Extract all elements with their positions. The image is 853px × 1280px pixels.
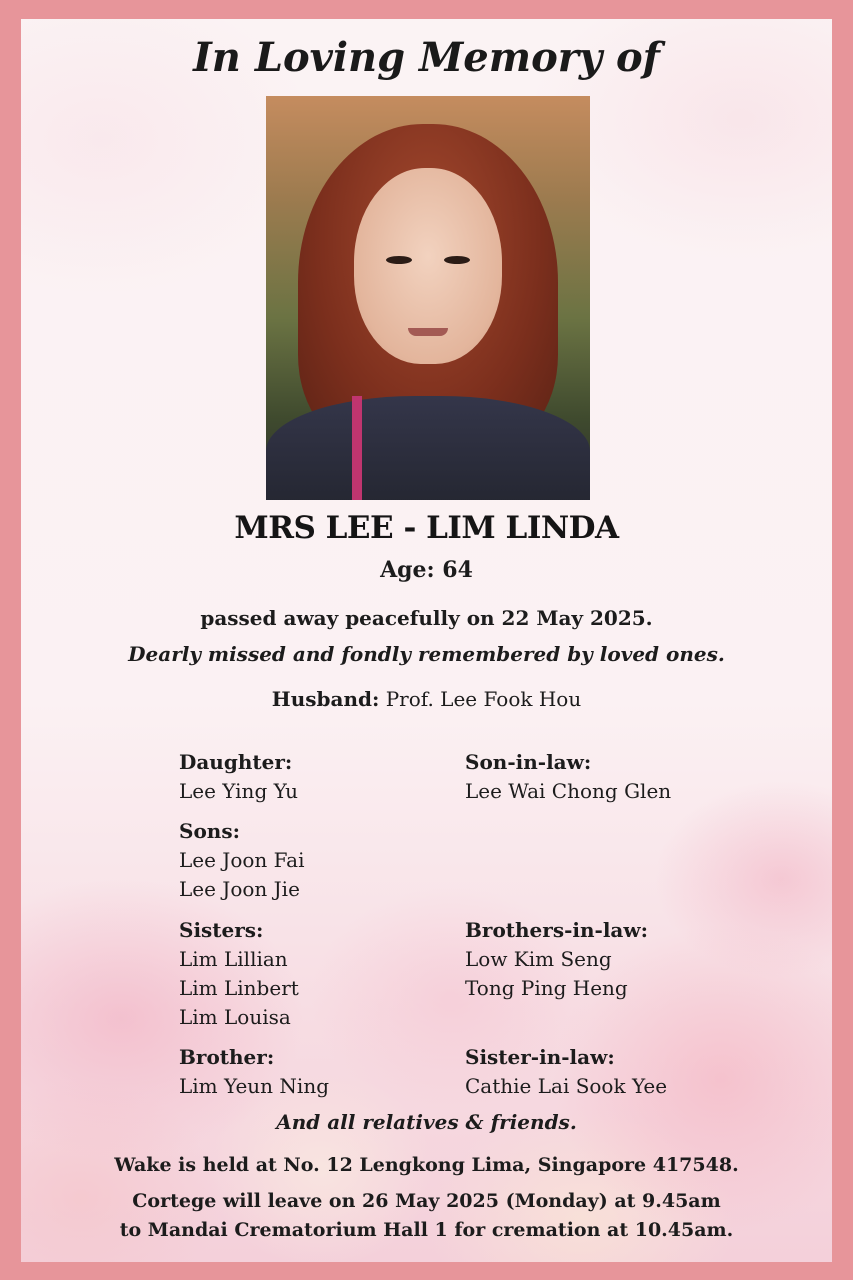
family-group-brother	[179, 1043, 329, 1101]
family-group-sisters	[179, 916, 299, 1032]
deceased-age: Age: 64	[380, 557, 473, 583]
family-member: Lim Lillian	[179, 947, 288, 971]
wake-details: Wake is held at No. 12 Lengkong Lima, Singapore 417548.	[114, 1154, 739, 1176]
remembrance-line: Dearly missed and fondly remembered by loved ones.	[128, 642, 725, 666]
family-group-sons	[179, 817, 305, 904]
portrait-photo	[266, 96, 590, 500]
family-member: Lee Joon Fai	[179, 848, 305, 872]
family-label: Brothers-in-law:	[465, 918, 648, 942]
obituary-card	[21, 19, 832, 1262]
family-member: Lee Wai Chong Glen	[465, 779, 672, 803]
family-member: Tong Ping Heng	[465, 976, 628, 1000]
husband-label: Husband:	[271, 687, 380, 711]
family-label: Sisters:	[179, 918, 264, 942]
family-group-sister-in-law	[465, 1043, 667, 1101]
family-group-brothers-in-law	[465, 916, 648, 1003]
family-member: Low Kim Seng	[465, 947, 612, 971]
deceased-name: MRS LEE - LIM LINDA	[234, 510, 619, 546]
family-member: Cathie Lai Sook Yee	[465, 1074, 668, 1098]
memorial-heading: In Loving Memory of	[193, 34, 660, 81]
family-label: Sons:	[179, 819, 240, 843]
husband-name: Prof. Lee Fook Hou	[385, 687, 582, 711]
family-group-daughter	[179, 748, 298, 806]
family-label: Brother:	[179, 1045, 275, 1069]
cortege-details	[21, 1187, 832, 1245]
family-group-son-in-law	[465, 748, 671, 806]
family-member: Lee Joon Jie	[179, 877, 300, 901]
cortege-line: Cortege will leave on 26 May 2025 (Monday) at 9.45am	[132, 1190, 721, 1212]
passing-statement: passed away peacefully on 22 May 2025.	[200, 606, 653, 630]
family-member: Lim Yeun Ning	[179, 1074, 329, 1098]
relatives-line: And all relatives & friends.	[276, 1110, 577, 1134]
family-label: Daughter:	[179, 750, 293, 774]
family-member: Lim Linbert	[179, 976, 299, 1000]
family-label: Sister-in-law:	[465, 1045, 615, 1069]
cortege-line: to Mandai Crematorium Hall 1 for cremation at 10.45am.	[119, 1219, 734, 1241]
family-member: Lee Ying Yu	[179, 779, 298, 803]
husband-line	[21, 684, 832, 714]
family-member: Lim Louisa	[179, 1005, 291, 1029]
family-label: Son-in-law:	[465, 750, 592, 774]
